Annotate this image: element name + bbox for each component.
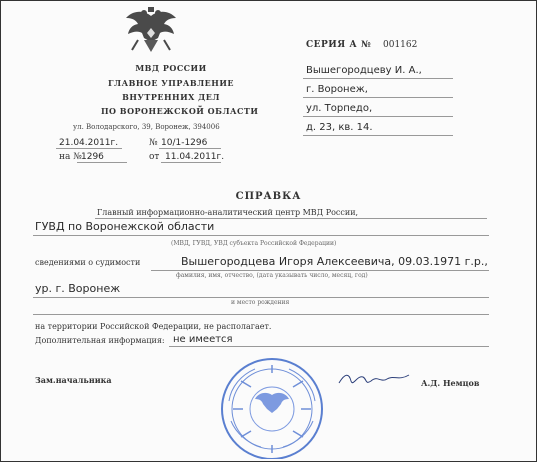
org-line-4: ПО ВОРОНЕЖСКОЙ ОБЛАСТИ (101, 106, 259, 116)
official-round-stamp (211, 351, 333, 459)
org-line-2: ГЛАВНОЕ УПРАВЛЕНИЕ (107, 78, 234, 88)
extra-info-value: не имеется (173, 334, 233, 345)
double-headed-eagle-emblem (124, 6, 178, 58)
recipient-line-4: д. 23, кв. 14. (306, 122, 373, 133)
issuer-hint: (МВД, ГУВД, УВД субъекта Российской Федерации) (171, 240, 337, 247)
document-number: 10/1-1296 (161, 138, 208, 148)
birthplace-hint: и место рождения (231, 299, 290, 306)
org-line-3: ВНУТРЕННИХ ДЕЛ (122, 92, 220, 102)
ref-date-prefix: от (149, 152, 160, 162)
recipient-line-3: ул. Торпедо, (306, 103, 373, 114)
recipient-line-1: Вышегородцеву И. А., (306, 65, 422, 76)
ref-date: 11.04.2011г. (165, 152, 225, 162)
subject-handwritten: Вышегородцева Игоря Алексеевича, 09.03.1971 г.р., (181, 255, 488, 268)
document-number-prefix: № (149, 138, 158, 148)
signer-position: Зам.начальника (35, 375, 112, 385)
territory-text: на территории Российской Федерации, не располагает. (35, 322, 272, 331)
birthplace-handwritten: ур. г. Воронеж (35, 282, 121, 295)
handwritten-signature (337, 369, 411, 389)
extra-info-label: Дополнительная информация: (35, 336, 165, 345)
issuer-printed: Главный информационно-аналитический центр МВД России, (97, 208, 359, 217)
issuer-handwritten: ГУВД по Воронежской области (35, 220, 215, 233)
document-title: СПРАВКА (235, 191, 302, 202)
ref-number: 1296 (81, 152, 104, 162)
recipient-line-2: г. Воронеж, (306, 84, 368, 95)
subject-hint: фамилия, имя, отчество, (дата указывать число, месяц, год) (176, 272, 368, 279)
series-label: СЕРИЯ А № (306, 40, 372, 50)
org-line-1: МВД РОССИИ (135, 63, 207, 73)
org-address: ул. Володарского, 39, Воронеж, 394006 (73, 123, 220, 131)
subject-label: сведениями о судимости (35, 258, 141, 267)
signer-name: А.Д. Немцов (421, 378, 480, 388)
series-number: 001162 (383, 40, 418, 50)
ref-number-prefix: на № (59, 152, 82, 162)
document-date: 21.04.2011г. (59, 138, 119, 148)
